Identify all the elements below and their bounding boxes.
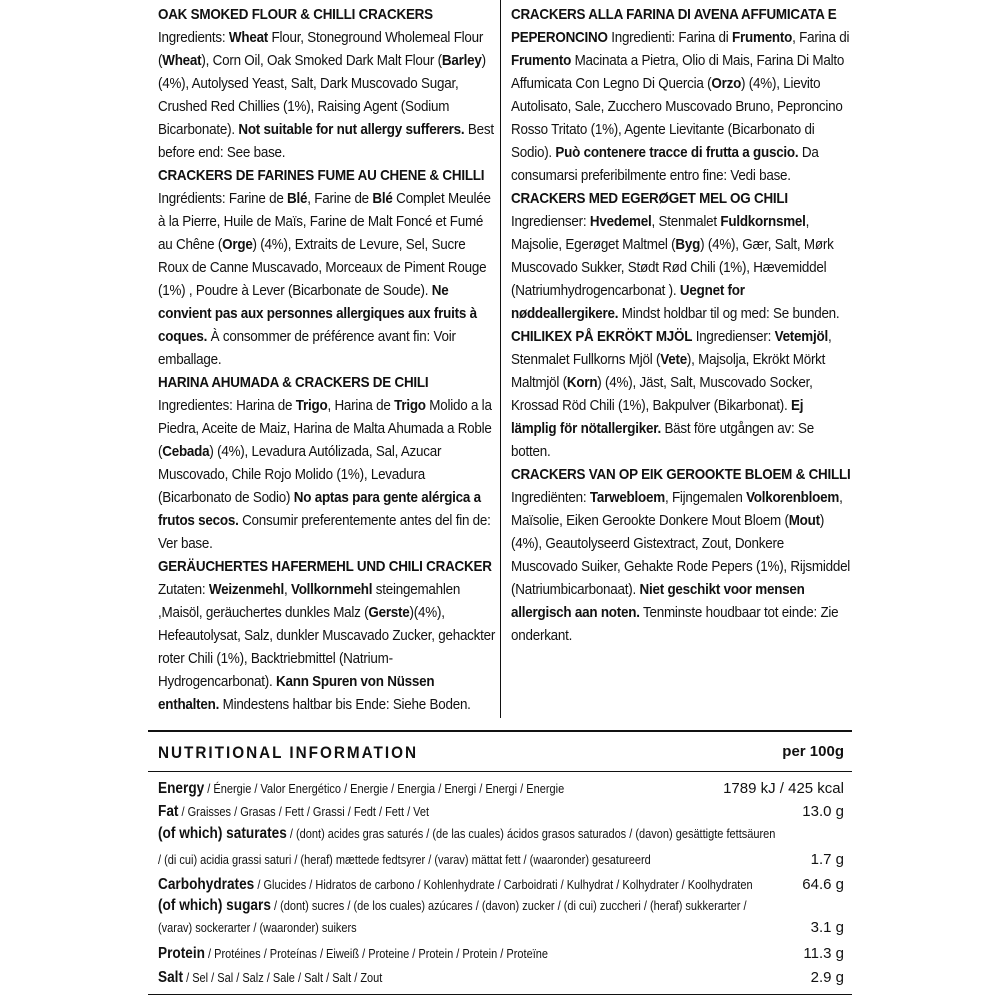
allergen: Volkorenbloem xyxy=(746,490,840,506)
title-da: CRACKERS MED EGERØGET MEL OG CHILI xyxy=(511,191,788,207)
title-de: GERÄUCHERTES HAFERMEHL UND CHILI CRACKER xyxy=(158,559,492,575)
ingredients-de: GERÄUCHERTES HAFERMEHL UND CHILI CRACKER Zutaten: Weizenmehl, Vollkornmehl steingemahlen ,Maisöl, geräuchertes dunkles Malz (Gerste)(4%), Hefeautolysat, Salz, dunkler Muscavado Zucker, gehackter roter Chili (1%), Backtriebmittel (Natrium-Hydrogencarbonat). Kann Spuren von Nüssen enthalten. Mindestens haltbar bis Ende: Siehe Boden. xyxy=(158,559,496,713)
nutrient-translations: (varav) sockerarter / (waaronder) suikers xyxy=(158,921,357,935)
allergen: Trigo xyxy=(394,398,426,414)
ingredients-nl: CRACKERS VAN OP EIK GEROOKTE BLOEM & CHILLI Ingrediënten: Tarwebloem, Fijngemalen Volkorenbloem, Maïsolie, Eiken Gerookte Donkere Mout Bloem (Mout)(4%), Geautolyseerd Gistextract, Zout, Donkere Muscovado Suiker, Gehakte Rode Pepers (1%), Rijsmiddel (Natriumbicarbonaat). Niet geschikt voor mensen allergisch aan noten. Tenminste houdbaar tot einde: Zie onderkant. xyxy=(511,467,851,644)
allergen: Hvedemel xyxy=(589,214,652,230)
allergen: Korn xyxy=(566,375,598,391)
title-en: OAK SMOKED FLOUR & CHILLI CRACKERS xyxy=(158,7,433,23)
nutrition-header-rule xyxy=(148,771,852,772)
title-it: CRACKERS ALLA FARINA DI AVENA AFFUMICATA E PEPERONCINO xyxy=(511,7,837,46)
ingredients-es: HARINA AHUMADA & CRACKERS DE CHILI Ingredientes: Harina de Trigo, Harina de Trigo Molido a la Piedra, Aceite de Maiz, Harina de Malta Ahumada a Roble (Cebada) (4%), Levadura Autólizada, Sal, Azucar Muscovado, Chile Rojo Molido (1%), Levadura (Bicarbonato de Sodio) No aptas para gente alérgica a frutos secos. Consumir preferentemente antes del fin de: Ver base. xyxy=(158,375,492,552)
allergen: Vetemjöl xyxy=(774,329,828,345)
nutrient-translations: / (di cui) acidia grassi saturi / (heraf) mættede fedtsyrer / (varav) mättat fett / (waaronder) gesatureerd xyxy=(158,853,651,867)
allergen: Wheat xyxy=(228,30,269,46)
allergen: Gerste xyxy=(368,605,410,621)
allergen: Cebada xyxy=(162,444,210,460)
ingredients-it: CRACKERS ALLA FARINA DI AVENA AFFUMICATA E PEPERONCINO Ingredienti: Farina di Frumento, Farina di Frumento Macinata a Pietra, Olio di Mais, Farina Di Malto Affumicata Con Legno Di Quercia (Orzo) (4%), Lievito Autolisato, Sale, Zucchero Muscovado Bruno, Peproncino Rosso Tritato (1%), Agente Lievitante (Bicarbonato di Sodio). Può contenere tracce di frutta a guscio. Da consumarsi preferibilmente entro fine: Vedi base. xyxy=(511,7,850,184)
title-es: HARINA AHUMADA & CRACKERS DE CHILI xyxy=(158,375,429,391)
nutrient-label: Energy xyxy=(158,780,205,797)
allergy-warning-fr: Ne convient pas aux personnes allergiques aux fruits à coques. xyxy=(158,283,477,345)
ingredients-en: OAK SMOKED FLOUR & CHILLI CRACKERS Ingredients: Wheat Flour, Stoneground Wholemeal Flour (Wheat), Corn Oil, Oak Smoked Dark Malt Flour (Barley) (4%), Autolysed Yeast, Salt, Dark Muscovado Sugar, Crushed Red Chillies (1%), Raising Agent (Sodium Bicarbonate). Not suitable for nut allergy sufferers. Best before end: See base. xyxy=(158,7,494,161)
ingredients-da: CRACKERS MED EGERØGET MEL OG CHILI Ingredienser: Hvedemel, Stenmalet Fuldkornsmel, Majsolie, Egerøget Maltmel (Byg) (4%), Gær, Salt, Mørk Muscovado Sukker, Stødt Rød Chili (1%), Hævemiddel (Natriumhydrogencarbonat ). Uegnet for nøddeallergikere. Mindst holdbar til og med: Se bunden. xyxy=(511,191,840,322)
allergen: Frumento xyxy=(511,53,572,69)
nutrient-translations: / (dont) sucres / (de los cuales) azúcares / (davon) zucker / (di cui) zuccheri / (heraf) sukkerarter / xyxy=(270,899,747,913)
section-rule-bottom xyxy=(148,994,852,995)
nutrient-value: 3.1 g xyxy=(810,919,844,936)
allergy-warning-sv: Ej lämplig för nötallergiker. xyxy=(511,398,804,437)
allergy-warning-da: Uegnet for nøddeallergikere. xyxy=(511,283,745,322)
nutrient-label: Carbohydrates xyxy=(158,876,255,893)
nutrient-translations: / Protéines / Proteínas / Eiweiß / Proteine / Protein / Protein / Proteïne xyxy=(204,947,549,961)
allergen: Orzo xyxy=(711,76,742,92)
allergy-warning-de: Kann Spuren von Nüssen enthalten. xyxy=(158,674,435,713)
nutrient-translations: / Graisses / Grasas / Fett / Grassi / Fedt / Fett / Vet xyxy=(178,805,430,819)
nutrition-per-100g: per 100g xyxy=(782,743,844,760)
nutrient-translations: / Sel / Sal / Salz / Sale / Salt / Salt / Zout xyxy=(183,971,383,985)
allergy-warning-en: Not suitable for nut allergy sufferers. xyxy=(238,122,465,138)
allergy-warning-es: No aptas para gente alérgica a frutos secos. xyxy=(158,490,481,529)
allergen: Blé xyxy=(372,191,393,207)
allergy-warning-nl: Niet geschikt voor mensen allergisch aan noten. xyxy=(511,582,805,621)
allergen: Fuldkornsmel xyxy=(720,214,806,230)
nutrient-label: Salt xyxy=(158,969,184,986)
allergen: Orge xyxy=(222,237,253,253)
allergen: Vete xyxy=(660,352,687,368)
nutrition-title: NUTRITIONAL INFORMATION xyxy=(158,743,419,762)
nutrient-label: (of which) sugars xyxy=(158,897,271,914)
nutrient-value: 1.7 g xyxy=(810,851,844,868)
ingredients-left-column xyxy=(158,4,498,717)
nutrient-translations: / (dont) acides gras saturés / (de las cuales) ácidos grasos saturados / (davon) gesättigte fettsäuren xyxy=(286,827,776,841)
ingredients-sv: CHILIKEX PÅ EKRÖKT MJÖL Ingredienser: Vetemjöl, Stenmalet Fullkorns Mjöl (Vete), Majsolja, Ekrökt Mörkt Maltmjöl (Korn) (4%), Jäst, Salt, Muscovado Socker, Krossad Röd Chili (1%), Bakpulver (Bikarbonat). Ej lämplig för nötallergiker. Bäst före utgången av: Se botten. xyxy=(511,329,832,460)
allergen: Trigo xyxy=(295,398,328,414)
section-rule xyxy=(148,730,852,732)
allergy-warning-it: Può contenere tracce di frutta a guscio. xyxy=(555,145,799,161)
nutrient-label: Protein xyxy=(158,945,205,962)
allergen: Mout xyxy=(788,513,820,529)
column-divider xyxy=(500,0,501,718)
ingredients-right-column xyxy=(511,4,851,648)
title-fr: CRACKERS DE FARINES FUME AU CHENE & CHILLI xyxy=(158,168,485,184)
allergen: Vollkornmehl xyxy=(290,582,373,598)
allergen: Byg xyxy=(675,237,701,253)
title-sv: CHILIKEX PÅ EKRÖKT MJÖL xyxy=(511,329,693,345)
nutrient-translations: / Glucides / Hidratos de carbono / Kohlenhydrate / Carboidrati / Kulhydrat / Kolhydrater / Koolhydraten xyxy=(254,878,753,892)
nutrient-value: 2.9 g xyxy=(810,969,844,986)
nutrient-value: 1789 kJ / 425 kcal xyxy=(723,780,844,797)
allergen: Blé xyxy=(287,191,308,207)
allergen: Wheat xyxy=(162,53,202,69)
nutrient-value: 64.6 g xyxy=(802,876,844,893)
allergen: Frumento xyxy=(732,30,793,46)
allergen: Weizenmehl xyxy=(208,582,284,598)
allergen: Tarwebloem xyxy=(589,490,665,506)
nutrient-value: 11.3 g xyxy=(803,945,844,962)
title-nl: CRACKERS VAN OP EIK GEROOKTE BLOEM & CHILLI xyxy=(511,467,851,483)
nutrient-value: 13.0 g xyxy=(802,803,844,820)
ingredients-fr: CRACKERS DE FARINES FUME AU CHENE & CHILLI Ingrédients: Farine de Blé, Farine de Blé Complet Meulée à la Pierre, Huile de Maïs, Farine de Malt Foncé et Fumé au Chêne (Orge) (4%), Extraits de Levure, Sel, Sucre Roux de Canne Muscavado, Morceaux de Piment Rouge (1%) , Poudre à Lever (Bicarbonate de Soude). Ne convient pas aux personnes allergiques aux fruits à coques. À consommer de préférence avant fin: Voir emballage. xyxy=(158,168,491,368)
nutrient-label: Fat xyxy=(158,803,179,820)
nutrient-label: (of which) saturates xyxy=(158,825,287,842)
allergen: Barley xyxy=(441,53,482,69)
nutrient-translations: / Énergie / Valor Energético / Energie / Energia / Energi / Energi / Energie xyxy=(204,782,565,796)
